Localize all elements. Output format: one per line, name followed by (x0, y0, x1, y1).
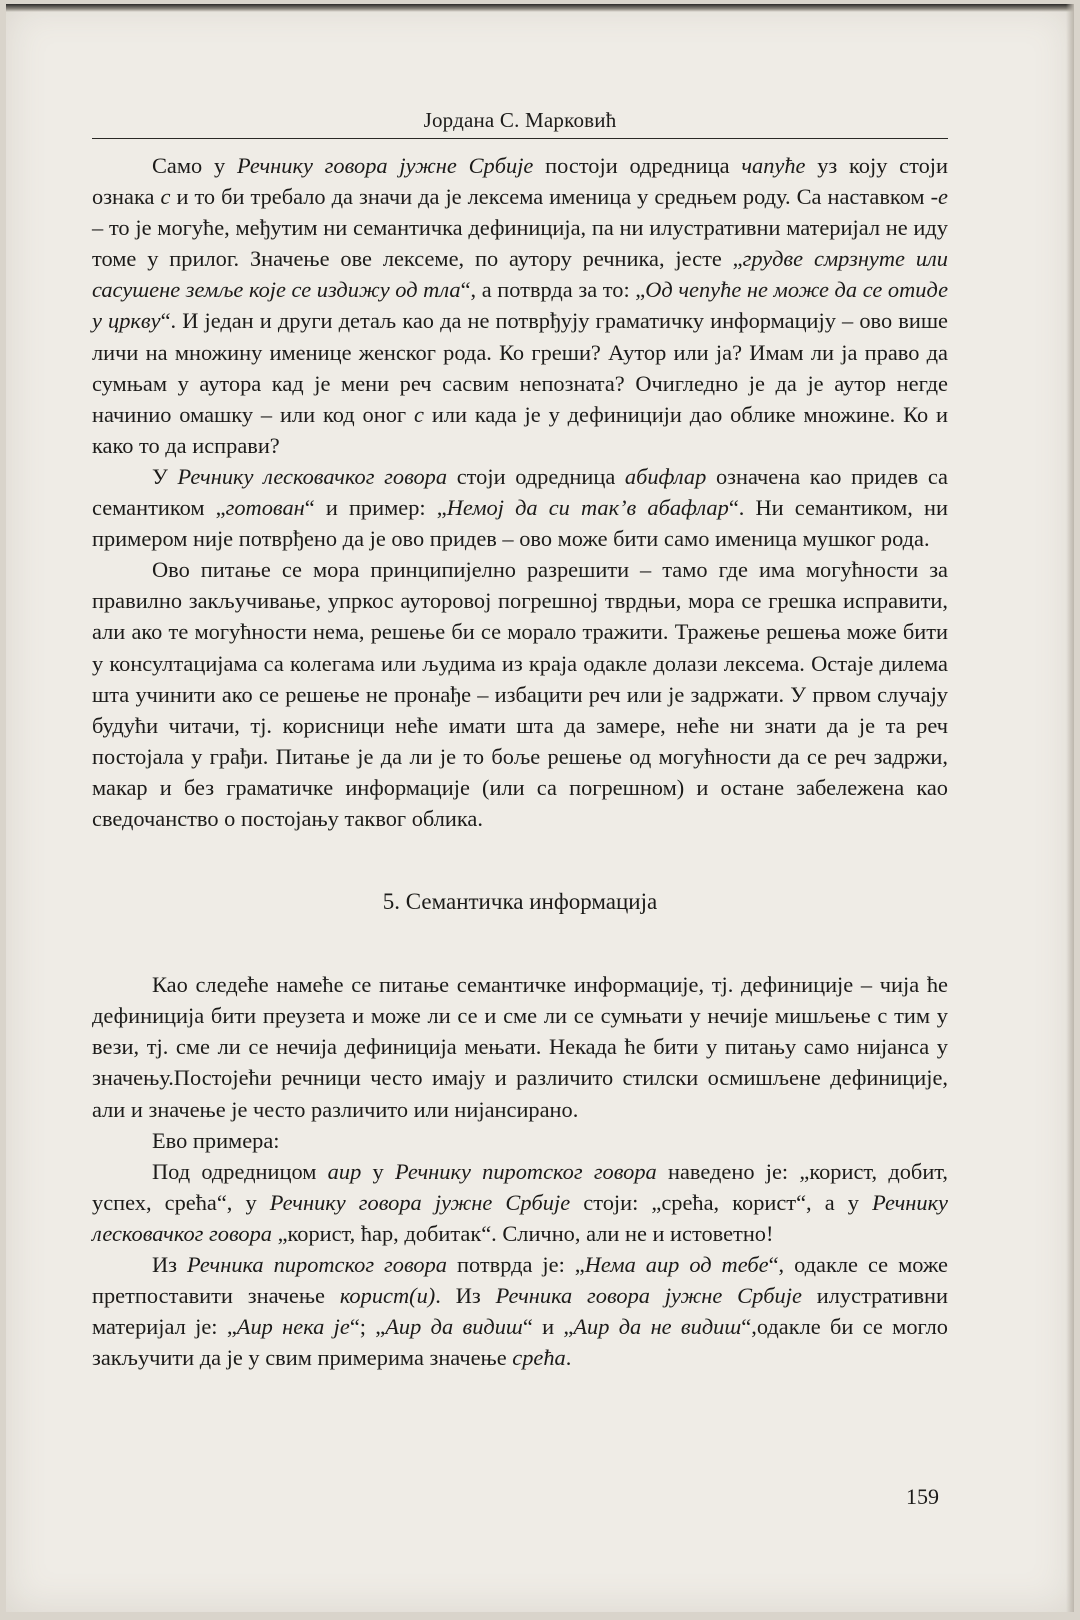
text-run: “ и пример: „ (304, 495, 447, 521)
italic-text-run: Речника говора јужне Србије (495, 1283, 802, 1309)
text-run: „корист, ћар, добитак“. Слично, али не и истоветно! (271, 1220, 774, 1246)
italic-text-run: Нема аир од тебе (584, 1252, 769, 1277)
italic-text-run: аир (327, 1158, 362, 1184)
text-run: Из (152, 1252, 188, 1277)
paragraph (92, 554, 948, 834)
text-run: Под одредницом (152, 1158, 328, 1184)
paragraph (92, 1125, 948, 1156)
text-run: Као следеће намеће се питање семантичке информације, тј. дефиниције – чија ће дефиниција бити преузета и може ли се и сме ли се сумњати у нечије мишљење с тим у вези, тј. сме ли се нечија дефиниција мењати. Некада ће бити у питању само нијанса у значењу.Постојећи речници често имају и различито стилски осмишљене дефиниције, али и значење је често различито или нијансирано. (92, 972, 948, 1122)
paragraph (92, 969, 948, 1124)
text-run: и то би требало да значи да је лексема именица у средњем роду. Са наставком (170, 184, 931, 210)
paragraphs-after-section (92, 969, 948, 1373)
text-run: наведено је: „корист, добит, успех, срећа“, у (92, 1158, 949, 1215)
text-run: у (361, 1158, 395, 1184)
paragraphs-before-section (92, 150, 948, 834)
text-run: или када је у дефиницији дао облике множине. Ко и како то да исправи? (92, 401, 948, 458)
italic-text-run: корист(и) (339, 1283, 436, 1309)
italic-text-run: срећа (512, 1345, 566, 1371)
text-run: “ и „ (522, 1314, 574, 1340)
italic-text-run: Немој да си так’в абафлар (446, 495, 729, 521)
paragraph (92, 150, 948, 461)
running-head: Јордана С. Марковић (423, 108, 617, 132)
italic-text-run: Аир нека је (236, 1314, 350, 1340)
italic-text-run: с (160, 184, 171, 210)
italic-text-run: с (414, 401, 424, 427)
italic-text-run: Речнику лесковачког говора (92, 1189, 948, 1246)
italic-text-run: Аир да не видиш (573, 1314, 742, 1340)
text-run: стоји: „срећа, корист“, а у (570, 1189, 873, 1215)
text-run: “; „ (349, 1314, 386, 1340)
italic-text-run: Речнику лесковачког говора (177, 463, 448, 489)
book-page (6, 4, 1074, 1612)
text-run: “. И један и други детаљ као да не потврђују граматичку информацију – ово више личи на множину именице женског рода. Ко греши? Аутор или ја? Имам ли ја право да сумњам у аутора кад је мени реч сасвим непозната? Очигледно је да је аутор негде начинио омашку – или код оног (92, 308, 948, 427)
text-run: “,одакле би се могло закључити да је у свим примерима значење (92, 1314, 948, 1371)
text-run: означена као придев са семантиком „ (92, 463, 948, 521)
text-run: У (152, 463, 178, 489)
section-heading: 5. Семантичка информација (382, 889, 658, 915)
text-run: илустративни материјал је: „ (92, 1283, 948, 1340)
italic-text-run: Речника пиротског говора (187, 1252, 447, 1277)
paragraph (92, 1156, 948, 1249)
text-run: – то је могуће, међутим ни семантичка дефиниција, па ни илустративни материјал не иду томе у прилог. Значење ове лексеме, по аутору речника, јесте „ (92, 215, 948, 272)
page-top-shadow (6, 4, 1074, 12)
header-rule (92, 138, 948, 139)
italic-text-run: Речнику говора јужне Србије (236, 153, 534, 178)
italic-text-run: Речнику пиротског говора (394, 1158, 657, 1184)
page-number: 159 (906, 1484, 939, 1509)
text-run: “, а потврда за то: „ (460, 277, 646, 303)
text-run: . (565, 1345, 572, 1371)
text-run: . Из (435, 1283, 496, 1309)
page-right-edge (1066, 4, 1074, 1612)
paragraph (92, 461, 948, 554)
text-run: Ево примера: (152, 1127, 280, 1153)
page-body (92, 150, 948, 1373)
text-run: “. Ни семантиком, ни примером није потврђено да је ово придев – ово може бити само именица мушког рода. (92, 495, 948, 552)
text-run: постоји одредница (533, 153, 742, 178)
text-run: Ово питање се мора принципијелно разрешити – тамо где има могућности за правилно закључивање, упркос ауторовој погрешној тврдњи, мора се грешка исправити, али ако те могућности нема, решење би се морало тражити. Тражење решења може бити у консултацијама са колегама или људима из краја одакле долази лексема. Остаје дилема шта учинити ако се решење не пронађе – избацити реч или је задржати. У првом случају будући читачи, тј. корисници неће имати шта да замере, неће ни знати да је та реч постојала у грађи. Питање је да ли је то боље решење од могућности да се реч задржи, макар и без граматичке информације (или са погрешном) и остане забележена као сведочанство о постојању таквог облика. (92, 557, 948, 831)
italic-text-run: грудве смрзнуте или сасушене земље које се издижу од тла (92, 246, 948, 303)
text-run: стоји одредница (447, 463, 625, 489)
paragraph (92, 1249, 948, 1373)
italic-text-run: абифлар (624, 463, 707, 489)
text-run: уз коју стоји ознака (92, 153, 948, 210)
italic-text-run: -е (930, 184, 948, 210)
italic-text-run: чапуће (741, 153, 806, 178)
text-run: Само у (152, 153, 237, 178)
text-run: “, одакле се може претпоставити значење (92, 1252, 948, 1309)
italic-text-run: Речнику говора јужне Србије (269, 1189, 571, 1215)
italic-text-run: Од чепуће не може да се отиде у цркву (92, 277, 949, 334)
italic-text-run: Аир да видиш (385, 1314, 523, 1340)
text-run: потврда је: „ (446, 1252, 585, 1277)
italic-text-run: готован (225, 495, 305, 521)
